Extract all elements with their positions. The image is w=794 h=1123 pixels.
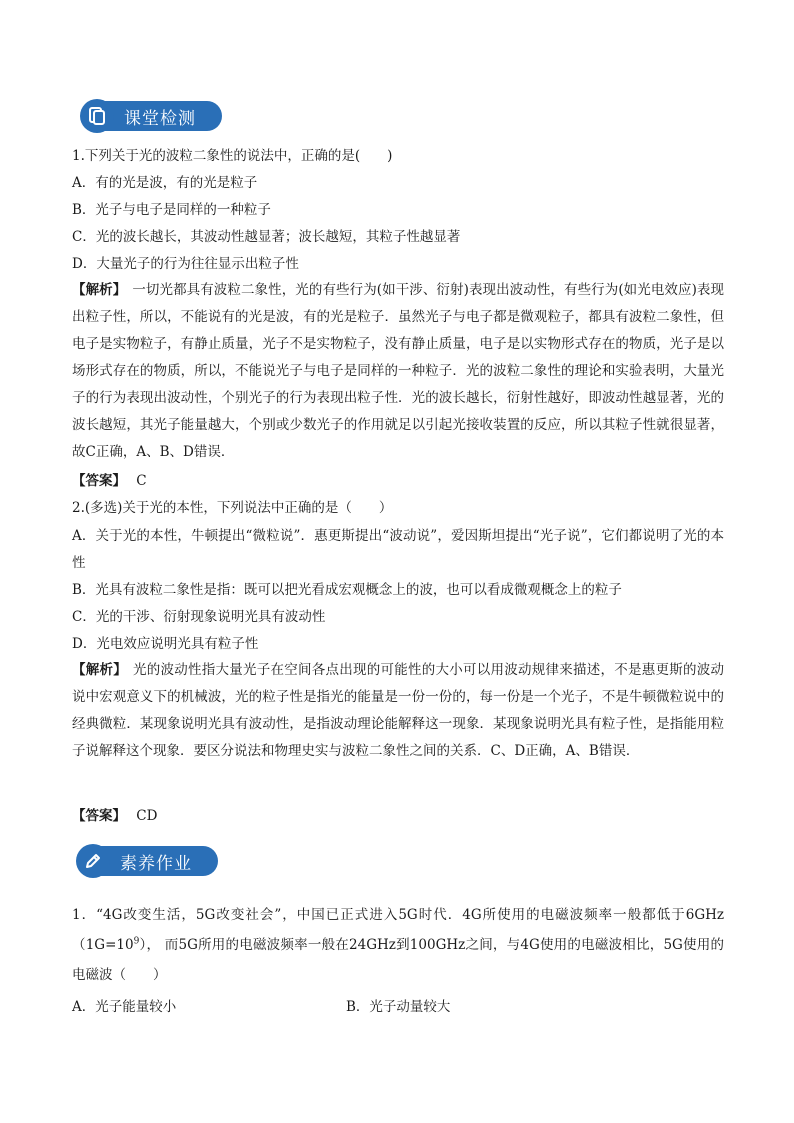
answer-value: C: [136, 473, 147, 489]
question-1-option-a: A．有的光是波，有的光是粒子: [72, 175, 258, 191]
question-1-answer: [72, 471, 147, 491]
question-2-option-c: C．光的干涉、衍射现象说明光具有波动性: [72, 609, 326, 625]
answer-value: CD: [136, 808, 158, 824]
section-header-classroom-test: [80, 98, 222, 134]
question-2-analysis: [72, 657, 724, 765]
homework-1-option-a: A．光子能量较小: [72, 999, 177, 1015]
pencil-icon: [76, 844, 110, 878]
answer-label: 【答案】: [72, 473, 126, 489]
homework-1-stem: 1．“4G改变生活，5G改变社会”，中国已正式进入5G时代．4G所使用的电磁波频率一般都低于$6GHz(1G=10^9)$， 而5G所用的电磁波频率一般在24GHz到100GHz之间，与4G使用的电磁波相比，5G使用的电磁波（ ）: [72, 907, 724, 983]
question-1-option-b: B．光子与电子是同样的一种粒子: [72, 202, 271, 218]
question-1-stem: 1.下列关于光的波粒二象性的说法中，正确的是( ): [72, 148, 393, 164]
question-2-stem: 2.(多选)关于光的本性，下列说法中正确的是（ ）: [72, 500, 393, 516]
section-title: 素养作业: [98, 846, 218, 876]
question-2-option-a: A．关于光的本性，牛顿提出“微粒说”．惠更斯提出“波动说”，爱因斯坦提出“光子说”，它们都说明了光的本性: [72, 528, 724, 571]
analysis-label: 【解析】: [72, 282, 127, 298]
answer-label: 【答案】: [72, 808, 126, 824]
question-2-option-b: B．光具有波粒二象性是指：既可以把光看成宏观概念上的波，也可以看成微观概念上的粒子: [72, 582, 622, 598]
analysis-text: 光的波动性指大量光子在空间各点出现的可能性的大小可以用波动规律来描述，不是惠更斯的波动说中宏观意义下的机械波，光的粒子性是指光的能量是一份一份的，每一份是一个光子，不是牛顿微粒说中的经典微粒．某现象说明光具有波动性，是指波动理论能解释这一现象．某现象说明光具有粒子性，是指能用粒子说解释这个现象．要区分说法和物理史实与波粒二象性之间的关系．C、D正确，A、B错误．: [72, 662, 724, 759]
analysis-text: 一切光都具有波粒二象性，光的有些行为(如干涉、衍射)表现出波动性，有些行为(如光电效应)表现出粒子性，所以，不能说有的光是波，有的光是粒子．虽然光子与电子都是微观粒子，都具有波粒二象性，但电子是实物粒子，有静止质量，光子不是实物粒子，没有静止质量，电子是以实物形式存在的物质，光子是以场形式存在的物质，所以，不能说光子与电子是同样的一种粒子．光的波粒二象性的理论和实验表明，大量光子的行为表现出波动性，个别光子的行为表现出粒子性．光的波长越长，衍射性越好，即波动性越显著，光的波长越短，其光子能量越大，个别或少数光子的作用就足以引起光接收装置的反应，所以其粒子性就很显著，故C正确，A、B、D错误．: [72, 282, 724, 460]
question-1-option-c: C．光的波长越长，其波动性越显著；波长越短，其粒子性越显著: [72, 229, 461, 245]
question-1-option-d: D．大量光子的行为往往显示出粒子性: [72, 256, 299, 272]
section-header-homework: [76, 843, 218, 879]
section-title: 课堂检测: [102, 101, 222, 131]
question-2-option-d: D．光电效应说明光具有粒子性: [72, 636, 259, 652]
clipboard-icon: [80, 99, 114, 133]
analysis-label: 【解析】: [72, 662, 127, 678]
question-1-analysis: [72, 277, 724, 466]
question-2-answer: [72, 806, 157, 826]
homework-1-option-b: B．光子动量较大: [346, 999, 451, 1015]
